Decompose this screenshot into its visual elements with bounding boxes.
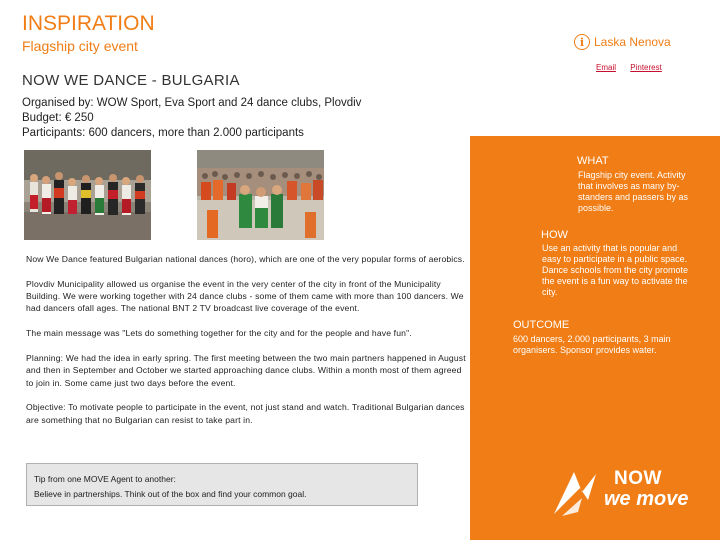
- tip-text: Believe in partnerships. Think out of the box and find your common goal.: [34, 489, 307, 499]
- folk-dancers-illustration: [24, 150, 151, 240]
- author-block: [574, 34, 671, 50]
- budget-line: Budget: € 250: [22, 112, 94, 124]
- info-icon[interactable]: i: [574, 34, 590, 50]
- author-links: [596, 63, 674, 72]
- body-paragraph: Plovdiv Municipality allowed us organise the event in the very center of the city in front of the Municipality Building. We were working together with 24 dance clubs - some of them came with more than 100 dancers. We had dancers ofall ages. The national BNT 2 TV broadcast live coverage of the event.: [26, 278, 464, 314]
- logo-line-we-move: we move: [604, 488, 689, 510]
- article-body: [26, 253, 471, 438]
- section-subtitle: Flagship city event: [22, 38, 138, 54]
- body-paragraph: Now We Dance featured Bulgarian national dances (horo), which are one of the very popular forms of aerobics.: [26, 254, 465, 264]
- section-heading: INSPIRATION: [22, 12, 155, 35]
- now-we-move-logo: [552, 468, 702, 518]
- body-paragraph: Objective: To motivate people to participate in the event, not just stand and watch. Traditional Bulgarian dances are something that no Bulgarian can resist to take part in.: [26, 402, 465, 425]
- outcome-text: 600 dancers, 2.000 participants, 3 main organisers. Sponsor provides water.: [513, 334, 671, 355]
- author-name: Laska Nenova: [594, 35, 671, 49]
- how-text: Use an activity that is popular and easy to participate in a public space. Dance schools from the city promote the event is a fun way to activate the city.: [542, 243, 689, 297]
- logo-line-now: NOW: [614, 468, 662, 489]
- page-title: NOW WE DANCE - BULGARIA: [22, 72, 240, 89]
- participants-line: Participants: 600 dancers, more than 2.000 participants: [22, 127, 304, 139]
- folk-dancers-photo: [24, 150, 151, 240]
- body-paragraph: Planning: We had the idea in early spring. The first meeting between the two main partners happened in August and then in September and October we started approaching dance clubs. Within a month most of them agreed to join in. Some came just two days before the event.: [26, 352, 466, 388]
- crowd-dancing-illustration: [197, 150, 324, 240]
- tip-heading: Tip from one MOVE Agent to another:: [34, 474, 176, 484]
- tip-box: [26, 463, 418, 506]
- event-meta: [22, 96, 361, 141]
- pinterest-link[interactable]: Pinterest: [630, 63, 662, 72]
- how-heading: HOW: [541, 229, 568, 241]
- crowd-dancing-photo: [197, 150, 324, 240]
- body-paragraph: The main message was "Lets do something together for the city and for the people and have fun".: [26, 328, 412, 339]
- what-heading: WHAT: [577, 155, 609, 167]
- what-text: Flagship city event. Activity that involves as many by-standers and passers by as possible.: [578, 170, 689, 213]
- email-link[interactable]: Email: [596, 63, 617, 72]
- outcome-heading: OUTCOME: [513, 319, 570, 331]
- organisers-line: Organised by: WOW Sport, Eva Sport and 24 dance clubs, Plovdiv: [22, 97, 362, 109]
